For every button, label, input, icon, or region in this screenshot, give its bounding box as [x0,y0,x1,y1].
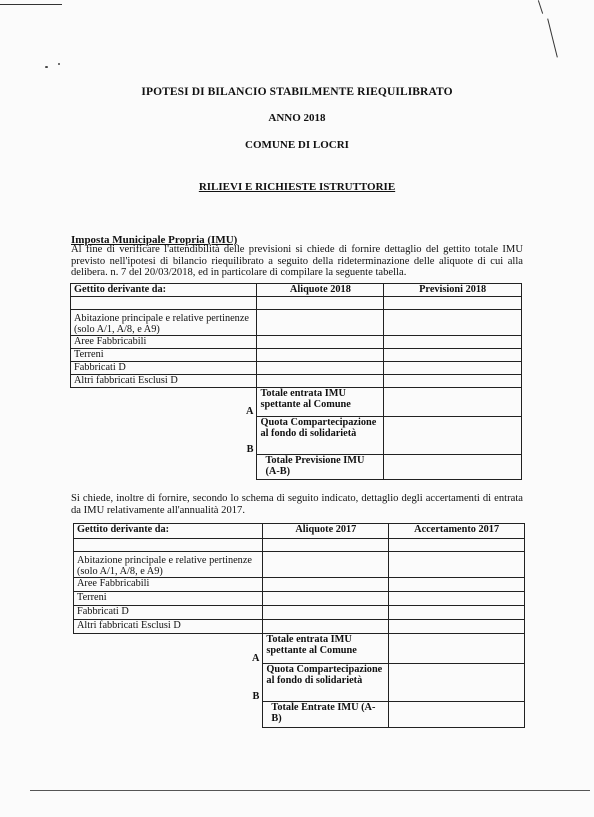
column-header: Gettito derivante da: [74,524,263,539]
table-row [71,297,522,310]
total-row-net [71,455,522,480]
section-title: Imposta Municipale Propria (IMU) [71,234,238,246]
total-row-a [71,388,522,417]
table-row [74,578,525,592]
table-row [71,362,522,375]
table-row [71,375,522,388]
table-row [71,336,522,349]
municipality-name: COMUNE DI LOCRI [245,139,349,151]
scan-speck [45,66,48,68]
total-row-b [71,417,522,455]
scan-speck [58,63,60,65]
scan-line-bottom [30,790,590,791]
table-row [74,620,525,634]
row-label: Fabbricati D [74,606,263,620]
total-label: Totale Previsione IMU (A-B) [257,455,384,480]
table-row [74,539,525,552]
total-label: Quota Compartecipazione al fondo di solidarietà [257,417,384,455]
row-label: Terreni [71,349,257,362]
row-label: Aree Fabbricabili [74,578,263,592]
row-label: Altri fabbricati Esclusi D [71,375,257,388]
column-header: Aliquote 2017 [263,524,389,539]
total-label: Quota Compartecipazione al fondo di solidarietà [263,664,389,702]
table-row [74,592,525,606]
row-label: Fabbricati D [71,362,257,375]
table-row [71,310,522,336]
imu-table-2017 [73,523,525,733]
column-header: Previsioni 2018 [384,284,522,297]
row-label: Abitazione principale e relative pertinenze (solo A/1, A/8, e A9) [71,310,257,336]
scan-mark-top-left [0,4,62,5]
table-header-row [74,524,525,539]
table-header-row [71,284,522,297]
total-label: Totale Entrate IMU (A-B) [263,702,389,728]
total-label: Totale entrata IMU spettante al Comune [257,388,384,417]
total-row-net [74,702,525,728]
row-label [71,297,257,310]
paragraph-intro: Al fine di verificare l'attendibilità delle previsioni si chiede di fornire dettaglio del gettito totale IMU previsto nell'ipotesi di bilancio riequilibrato a seguito della rideterminazione delle aliquote di cui alla delibera. n. 7 del 20/03/2018, ed in particolare di compilare la seguente tabella. [71,244,523,279]
column-header: Accertamento 2017 [389,524,525,539]
total-row-a [74,634,525,664]
table-row [71,349,522,362]
imu-table-2018 [70,283,522,483]
table-row [74,606,525,620]
row-label: Abitazione principale e relative pertinenze (solo A/1, A/8, e A9) [74,552,263,578]
row-label: Altri fabbricati Esclusi D [74,620,263,634]
document-subtitle: RILIEVI E RICHIESTE ISTRUTTORIE [198,181,396,193]
paragraph-accertamenti: Si chiede, inoltre di fornire, secondo lo schema di seguito indicato, dettaglio degli accertamenti di entrata da IMU relativamente all'annualità 2017. [71,493,523,516]
document-title: IPOTESI DI BILANCIO STABILMENTE RIEQUILIBRATO [141,86,453,98]
total-letter: A [251,652,260,664]
document-year: ANNO 2018 [268,112,326,124]
total-label: Totale entrata IMU spettante al Comune [263,634,389,664]
total-letter: A [246,405,254,417]
total-row-b [74,664,525,702]
table-row [74,552,525,578]
scan-mark-right-edge [547,18,558,57]
row-label: Terreni [74,592,263,606]
row-label [74,539,263,552]
total-letter: B [252,690,260,702]
column-header: Aliquote 2018 [257,284,384,297]
row-label: Aree Fabbricabili [71,336,257,349]
total-letter: B [246,443,254,455]
column-header: Gettito derivante da: [71,284,257,297]
scan-mark-top-right [538,0,543,14]
